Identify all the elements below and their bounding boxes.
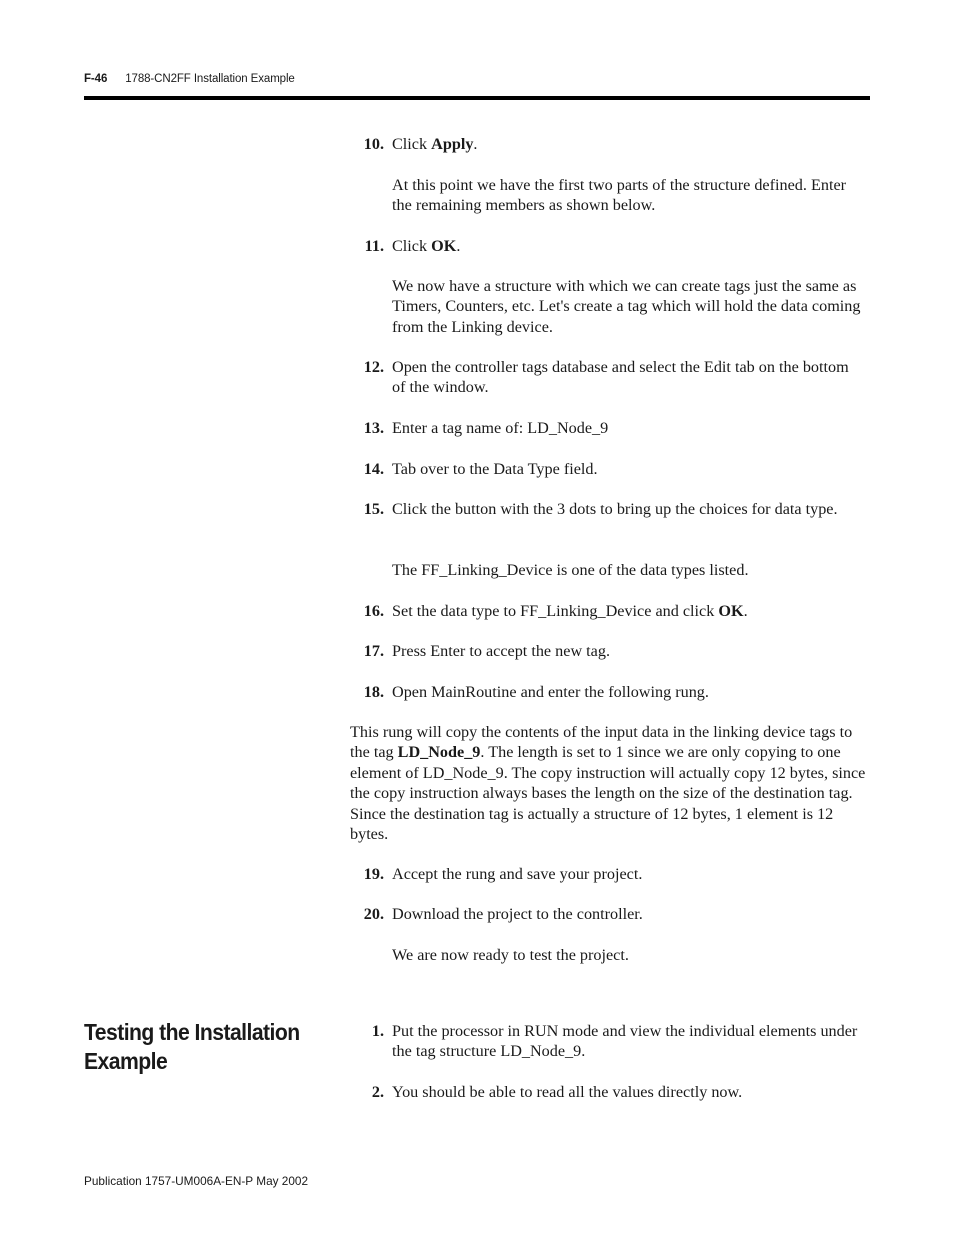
step-number: 2. [371, 1083, 384, 1101]
page-number: F-46 [84, 73, 108, 85]
step-number: 14. [363, 460, 384, 478]
step-text: Open MainRoutine and enter the following rung. [392, 683, 709, 701]
step-text: Click OK. [392, 237, 461, 255]
step-number: 18. [363, 683, 384, 701]
step-number: 10. [363, 135, 384, 153]
step-number: 15. [363, 500, 384, 518]
note-after-20: We are now ready to test the project. [392, 946, 629, 964]
step-number: 13. [363, 419, 384, 437]
running-title: 1788-CN2FF Installation Example [125, 73, 295, 85]
publication-footer: Publication 1757-UM006A-EN-P May 2002 [84, 1174, 309, 1188]
note-after-15: The FF_Linking_Device is one of the data types listed. [392, 561, 749, 579]
header-rule [84, 96, 870, 100]
step-text: Open the controller tags database and select the Edit tab on the bottom of the window. [392, 358, 849, 397]
step-number: 16. [363, 602, 384, 620]
step-text: Put the processor in RUN mode and view the individual elements under the tag structure LD_Node_9. [392, 1022, 858, 1061]
section-heading: Testing the Installation Example [84, 1019, 300, 1074]
step-number: 11. [364, 237, 384, 255]
step-text: Click Apply. [392, 135, 478, 153]
step-number: 19. [363, 865, 384, 883]
step-text: You should be able to read all the values directly now. [392, 1083, 743, 1101]
rung-explanation-paragraph: This rung will copy the contents of the input data in the linking device tags to the tag LD_Node_9. The length is set to 1 since we are only copying to one element of LD_Node_9. The copy instruction will actually copy 12 bytes, since the copy instruction always bases the length on the size of the destination tag. Since the destination tag is actually a structure of 12 bytes, 1 element is 12 bytes. [350, 723, 866, 844]
step-text: Press Enter to accept the new tag. [392, 642, 611, 660]
step-text: Tab over to the Data Type field. [392, 460, 598, 478]
step-number: 20. [363, 905, 384, 923]
step-text: Enter a tag name of: LD_Node_9 [392, 419, 609, 437]
step-number: 12. [363, 358, 384, 376]
page-header [84, 73, 295, 85]
step-text: Click the button with the 3 dots to bring up the choices for data type. [392, 500, 838, 518]
step-number: 17. [363, 642, 384, 660]
note-after-11: We now have a structure with which we can create tags just the same as Timers, Counters, etc. Let's create a tag which will hold the data coming from the Linking device. [392, 277, 861, 336]
step-text: Accept the rung and save your project. [392, 865, 643, 883]
step-text: Set the data type to FF_Linking_Device and click OK. [392, 602, 748, 620]
note-after-10: At this point we have the first two parts of the structure defined. Enter the remaining members as shown below. [392, 176, 847, 215]
step-number: 1. [371, 1022, 384, 1040]
step-text: Download the project to the controller. [392, 905, 643, 923]
